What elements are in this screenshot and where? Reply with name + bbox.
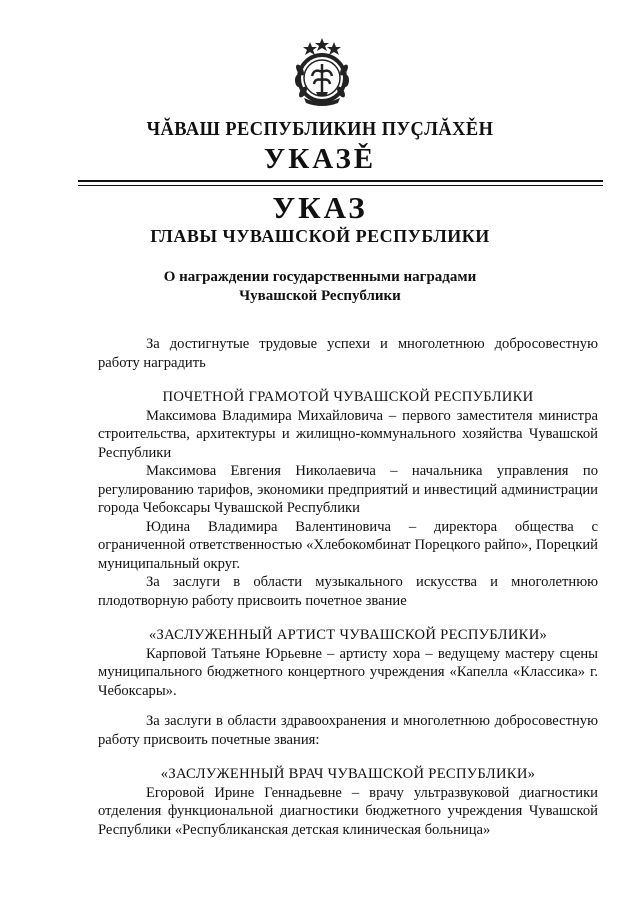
- section-health-awards: [98, 712, 598, 839]
- section2-intro: За заслуги в области музыкального искусства и многолетнюю плодотворную работу присвоить почетное звание: [98, 574, 598, 609]
- subject-line-2: Чувашской Республики: [239, 288, 401, 304]
- section-music-awards: [98, 573, 598, 700]
- section3-intro: За заслуги в области здравоохранения и многолетнюю добросовестную работу присвоить почетные звания:: [98, 713, 598, 748]
- header-rule-thin: [78, 185, 603, 186]
- section3-entry: Егоровой Ирине Геннадьевне – врачу ультразвуковой диагностики отделения функциональной диагностики бюджетного учреждения Чувашской Республики «Республиканская детская клиническая больница»: [98, 784, 598, 838]
- russian-heading: ГЛАВЫ ЧУВАШСКОЙ РЕСПУБЛИКИ: [150, 226, 490, 246]
- russian-ukaz-title: УКАЗ: [272, 190, 368, 225]
- section2-entry: Карповой Татьяне Юрьевне – артисту хора – ведущему мастеру сцены муниципального бюджетного концертного учреждения «Капелла «Классика» г. Чебоксары».: [98, 645, 598, 699]
- section1-intro-line1: За достигнутые трудовые успехи и многолетнюю добросовестную: [146, 336, 598, 352]
- header-rule-thick: [78, 180, 603, 182]
- section1-entry: Максимова Владимира Михайловича – первого заместителя министра строительства, архитектуры и жилищно-коммунального хозяйства Чувашской Республики: [98, 407, 598, 461]
- section1-intro-line2: работу наградить: [98, 354, 206, 371]
- chuvash-title: ЧĂВАШ РЕСПУБЛИКИН ПУҪЛĂХĚН: [146, 118, 494, 140]
- section1-entry: Максимова Евгения Николаевича – начальника управления по регулированию тарифов, экономики предприятий и инвестиций администрации города Чебоксары Чувашской Республики: [98, 463, 598, 516]
- section2-award-title: «ЗАСЛУЖЕННЫЙ АРТИСТ ЧУВАШСКОЙ РЕСПУБЛИКИ»: [148, 627, 548, 643]
- coat-of-arms-icon: [290, 36, 354, 106]
- section1-entry: Юдина Владимира Валентиновича – директора общества с ограниченной ответственностью «Хлебокомбинат Порецкого райпо», Порецкий муниципальный округ.: [98, 518, 598, 572]
- chuvash-ukaz-title: УКАЗĚ: [263, 143, 377, 175]
- subject-line-1: О награждении государственными наградами: [163, 269, 477, 285]
- section1-award-title: ПОЧЕТНОЙ ГРАМОТОЙ ЧУВАШСКОЙ РЕСПУБЛИКИ: [162, 389, 534, 405]
- decree-subject: [0, 268, 640, 306]
- section-labour-awards: [98, 335, 598, 573]
- section3-award-title: «ЗАСЛУЖЕННЫЙ ВРАЧ ЧУВАШСКОЙ РЕСПУБЛИКИ»: [160, 766, 536, 782]
